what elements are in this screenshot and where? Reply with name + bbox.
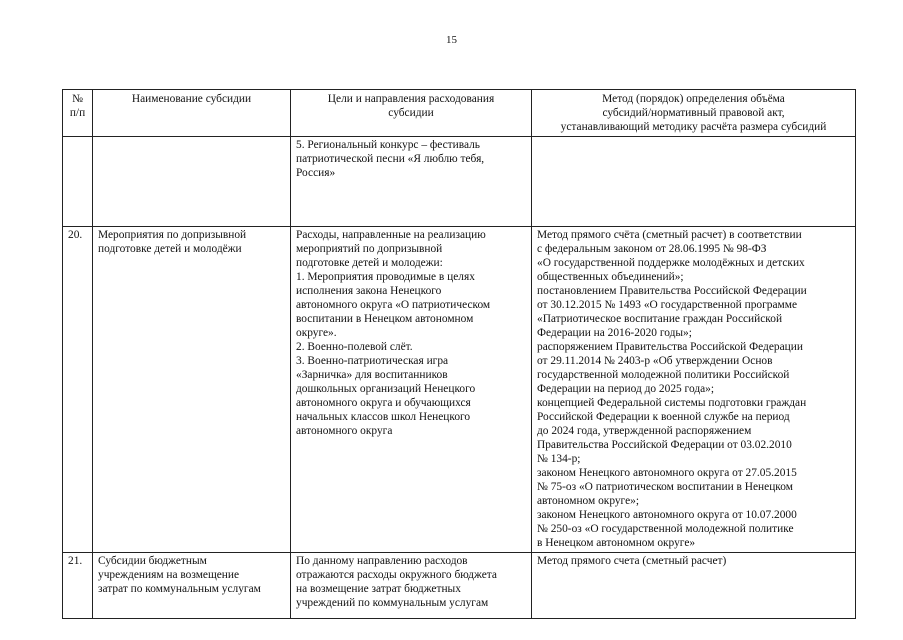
- text-line: автономного округа и обучающихся: [296, 397, 471, 409]
- table-header-row: [63, 90, 856, 137]
- text-line: с федеральным законом от 28.06.1995 № 98-ФЗ: [537, 243, 767, 255]
- text-line: Мероприятия по допризывной: [98, 229, 247, 241]
- cell-number: [63, 137, 93, 227]
- text-line: п/п: [69, 107, 86, 119]
- text-line: субсидий/нормативный правовой акт,: [602, 107, 785, 119]
- text-line: Федерации на 2016-2020 годы»;: [537, 327, 692, 339]
- text-line: «О государственной поддержке молодёжных и детских: [537, 257, 805, 269]
- text-line: в Ненецком автономном округе»: [537, 537, 696, 549]
- text-line: от 30.12.2015 № 1493 «О государственной программе: [537, 299, 797, 311]
- text-line: Субсидии бюджетным: [98, 555, 207, 567]
- cell-goals: [291, 227, 532, 553]
- text-line: №: [72, 93, 83, 105]
- text-line: исполнения закона Ненецкого: [296, 285, 442, 297]
- text-line: 5. Региональный конкурс – фестиваль: [296, 139, 480, 151]
- text-line: 3. Военно-патриотическая игра: [296, 355, 449, 367]
- text-line: до 2024 года, утвержденной распоряжением: [537, 425, 752, 437]
- text-line: затрат по коммунальным услугам: [98, 583, 261, 595]
- text-line: 20.: [68, 229, 83, 241]
- text-line: концепцией Федеральной системы подготовки граждан: [537, 397, 807, 409]
- header-goals: [291, 90, 532, 137]
- text-line: Метод прямого счёта (сметный расчет) в соответствии: [537, 229, 802, 241]
- header-number: [63, 90, 93, 137]
- text-line: учреждений по коммунальным услугам: [296, 597, 489, 609]
- text-line: распоряжением Правительства Российской Федерации: [537, 341, 803, 353]
- text-line: Правительства Российской Федерации от 03.02.2010: [537, 439, 792, 451]
- text-line: государственной молодежной политики Российской: [537, 369, 790, 381]
- table-row-20: [63, 227, 856, 553]
- text-line: № 75-оз «О патриотическом воспитании в Ненецком: [537, 481, 793, 493]
- cell-method: [532, 227, 856, 553]
- text-line: патриотической песни «Я люблю тебя,: [296, 153, 485, 165]
- cell-goals: [291, 137, 532, 227]
- text-line: № 134-р;: [537, 453, 581, 465]
- text-line: Российской Федерации к военной службе на период: [537, 411, 790, 423]
- text-line: законом Ненецкого автономного округа от 10.07.2000: [537, 509, 797, 521]
- text-line: Метод прямого счета (сметный расчет): [537, 555, 727, 567]
- text-line: отражаются расходы окружного бюджета: [296, 569, 497, 581]
- text-line: воспитании в Ненецком автономном: [296, 313, 474, 325]
- text-line: Цели и направления расходования: [327, 93, 495, 105]
- text-line: Россия»: [296, 167, 336, 179]
- cell-method: [532, 137, 856, 227]
- table-row-21: [63, 553, 856, 619]
- page-number: 15: [446, 34, 457, 46]
- text-line: № 250-оз «О государственной молодежной политике: [537, 523, 794, 535]
- cell-subsidy-name: [93, 227, 291, 553]
- cell-number: [63, 553, 93, 619]
- text-line: По данному направлению расходов: [296, 555, 468, 567]
- text-line: Наименование субсидии: [131, 93, 252, 105]
- text-line: округе».: [296, 327, 337, 339]
- text-line: на возмещение затрат бюджетных: [296, 583, 461, 595]
- text-line: 21.: [68, 555, 83, 567]
- text-line: учреждениям на возмещение: [98, 569, 240, 581]
- header-subsidy-name: [93, 90, 291, 137]
- cell-subsidy-name: [93, 137, 291, 227]
- subsidy-table: [62, 89, 856, 619]
- text-line: устанавливающий методику расчёта размера субсидий: [560, 121, 827, 133]
- cell-method: [532, 553, 856, 619]
- cell-goals: [291, 553, 532, 619]
- text-line: начальных классов школ Ненецкого: [296, 411, 471, 423]
- cell-number: [63, 227, 93, 553]
- text-line: субсидии: [388, 107, 434, 119]
- text-line: 1. Мероприятия проводимые в целях: [296, 271, 475, 283]
- text-line: общественных объединений»;: [537, 271, 684, 283]
- text-line: Федерации на период до 2025 года»;: [537, 383, 715, 395]
- text-line: Метод (порядок) определения объёма: [602, 93, 785, 105]
- text-line: автономном округе»;: [537, 495, 639, 507]
- text-line: постановлением Правительства Российской Федерации: [537, 285, 807, 297]
- text-line: от 29.11.2014 № 2403-р «Об утверждении Основ: [537, 355, 773, 367]
- text-line: мероприятий по допризывной: [296, 243, 443, 255]
- text-line: Расходы, направленные на реализацию: [296, 229, 486, 241]
- cell-subsidy-name: [93, 553, 291, 619]
- text-line: автономного округа «О патриотическом: [296, 299, 491, 311]
- text-line: 2. Военно-полевой слёт.: [296, 341, 413, 353]
- text-line: подготовке детей и молодежи:: [296, 257, 443, 269]
- table-row-continuation: [63, 137, 856, 227]
- text-line: подготовке детей и молодёжи: [98, 243, 242, 255]
- text-line: «Патриотическое воспитание граждан Российской: [537, 313, 783, 325]
- header-method: [532, 90, 856, 137]
- text-line: законом Ненецкого автономного округа от 27.05.2015: [537, 467, 797, 479]
- text-line: «Зарничка» для воспитанников: [296, 369, 448, 381]
- text-line: автономного округа: [296, 425, 393, 437]
- text-line: дошкольных организаций Ненецкого: [296, 383, 476, 395]
